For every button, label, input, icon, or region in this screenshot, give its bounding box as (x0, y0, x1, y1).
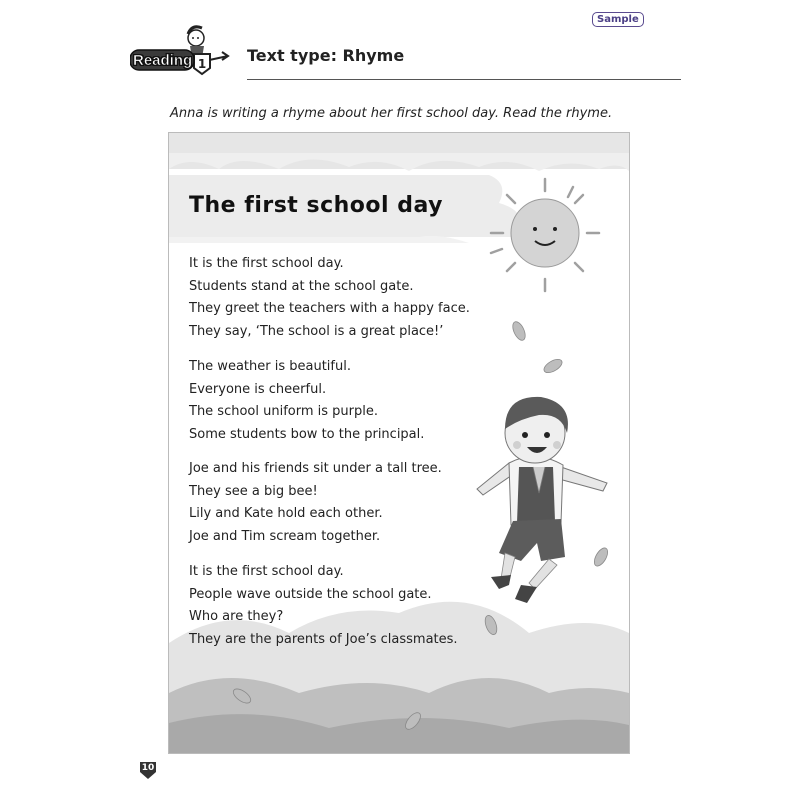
stanza-3 (189, 458, 442, 548)
poem-line: Joe and Tim scream together. (189, 528, 381, 544)
poem-line: It is the first school day. (189, 256, 344, 271)
badge-number: 1 (197, 57, 207, 71)
poem-line: They are the parents of Joe’s classmates. (189, 631, 458, 647)
text-type-heading: Text type: Rhyme (247, 46, 405, 65)
poem-line: The school uniform is purple. (189, 404, 379, 419)
poem-line: They greet the teachers with a happy face. (189, 301, 470, 316)
poem-line: Lily and Kate hold each other. (189, 506, 383, 521)
poem-line: Joe and his friends sit under a tall tree. (189, 461, 442, 476)
poem-line: Who are they? (189, 609, 284, 624)
poem-line: The weather is beautiful. (189, 359, 351, 374)
stanza-2 (189, 356, 424, 446)
poem-line: People wave outside the school gate. (189, 586, 432, 602)
poem-line: Everyone is cheerful. (189, 381, 327, 397)
poem-line: They see a big bee! (189, 483, 318, 499)
reading-badge (130, 22, 230, 88)
page-number: 10 (141, 763, 155, 773)
poem-line: Some students bow to the principal. (189, 426, 425, 442)
poem-title: The first school day (189, 193, 443, 218)
rhyme-card (168, 132, 630, 754)
poem-line: Students stand at the school gate. (189, 278, 414, 294)
page-number-badge (138, 760, 158, 780)
badge-label: Reading (133, 52, 193, 69)
instruction-text: Anna is writing a rhyme about her first school day. Read the rhyme. (170, 106, 613, 121)
header-divider (247, 79, 681, 80)
stanza-4 (189, 561, 458, 651)
poem-line: They say, ‘The school is a great place!’ (189, 323, 444, 339)
boy-illustration (477, 397, 607, 603)
poem-line: It is the first school day. (189, 564, 344, 579)
stanza-1 (189, 253, 470, 343)
sample-badge: Sample (592, 12, 644, 27)
